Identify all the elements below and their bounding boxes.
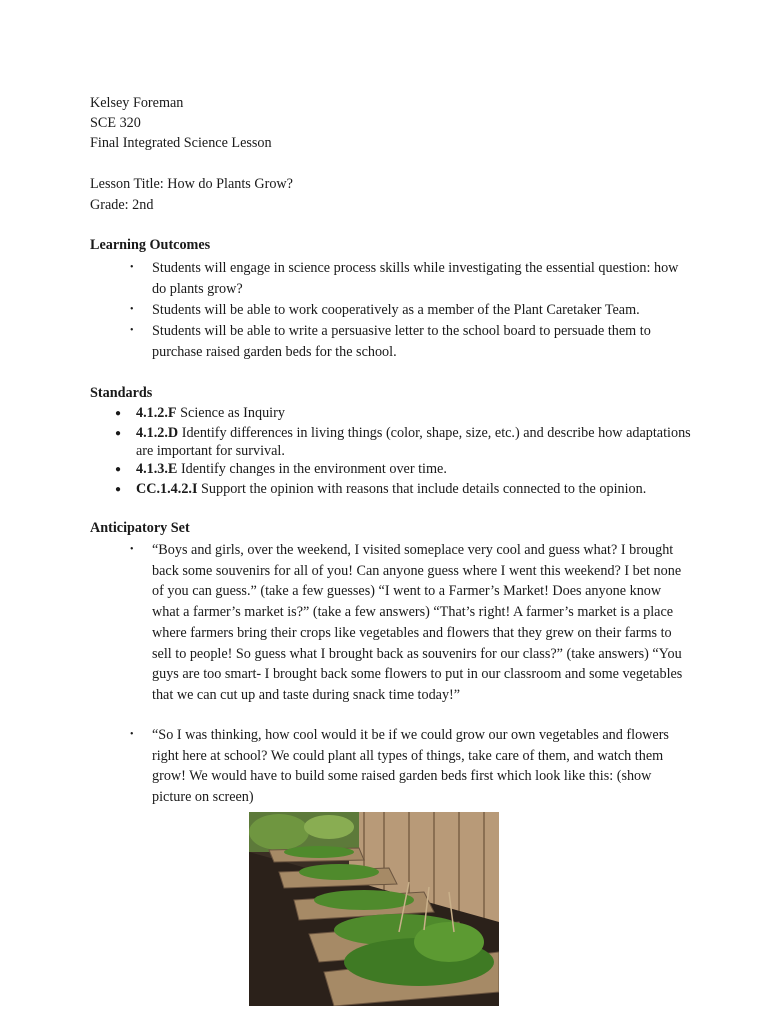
lesson-title: Lesson Title: How do Plants Grow? [90,176,293,192]
course-code: SCE 320 [90,115,141,131]
list-item [136,425,696,460]
standard-code: 4.1.2.D [136,425,179,441]
standard-text: Identify changes in the environment over time. [177,461,447,477]
list-item: Students will be able to work cooperatively as a member of the Plant Caretaker Team. [152,302,640,318]
list-item [136,461,696,479]
learning-outcomes-heading: Learning Outcomes [90,237,211,253]
bullet-icon: • [130,325,134,336]
standard-code: 4.1.3.E [136,461,178,477]
list-item: “So I was thinking, how cool would it be if we could grow our own vegetables and flowers right here at school? We could plant all types of things, take care of them, and watch them grow! We would have to build some raised garden beds first which look like this: (show picture on screen) [152,727,669,806]
author-name: Kelsey Foreman [90,95,184,111]
grade-level: Grade: 2nd [90,197,154,213]
bullet-icon: • [130,304,134,315]
raised-garden-beds-photo [249,812,499,1006]
standard-code: CC.1.4.2.I [136,481,198,497]
bullet-icon: ● [115,464,122,475]
standard-code: 4.1.2.F [136,405,177,421]
bullet-icon: • [130,262,134,273]
list-item: Students will be able to write a persuasive letter to the school board to persuade them to purchase raised garden beds for the school. [152,323,651,360]
list-item: Students will engage in science process skills while investigating the essential question: how do plants grow? [152,260,679,297]
list-item [136,405,696,423]
bullet-icon: • [130,729,134,740]
bullet-icon: ● [115,484,122,495]
standards-heading: Standards [90,385,153,401]
list-item [136,481,696,499]
list-item: “Boys and girls, over the weekend, I visited someplace very cool and guess what? I brought back some souvenirs for all of you! Can anyone guess where I went this weekend? I bet none of you can guess.” (take a few guesses) “I went to a Farmer’s Market! Does anyone know what a farmer’s market is?” (take a few answers) “That’s right! A farmer’s market is a place where farmers bring their crops like vegetables and flowers that they grew on their farms to sell to people! So guess what I brought back as souvenirs for our class?” (take answers) “You guys are too smart- I brought back some flowers to put in our classroom and some vegetables that we can cut up and taste during snack time today!” [152,542,683,703]
standard-text: Science as Inquiry [176,405,285,421]
standard-text: Support the opinion with reasons that include details connected to the opinion. [197,481,647,497]
bullet-icon: • [130,544,134,555]
anticipatory-set-heading: Anticipatory Set [90,520,190,536]
bullet-icon: ● [115,408,122,419]
assignment-title: Final Integrated Science Lesson [90,135,272,151]
bullet-icon: ● [115,428,122,439]
standard-text: Identify differences in living things (color, shape, size, etc.) and describe how adaptations are important for survival. [136,425,691,459]
